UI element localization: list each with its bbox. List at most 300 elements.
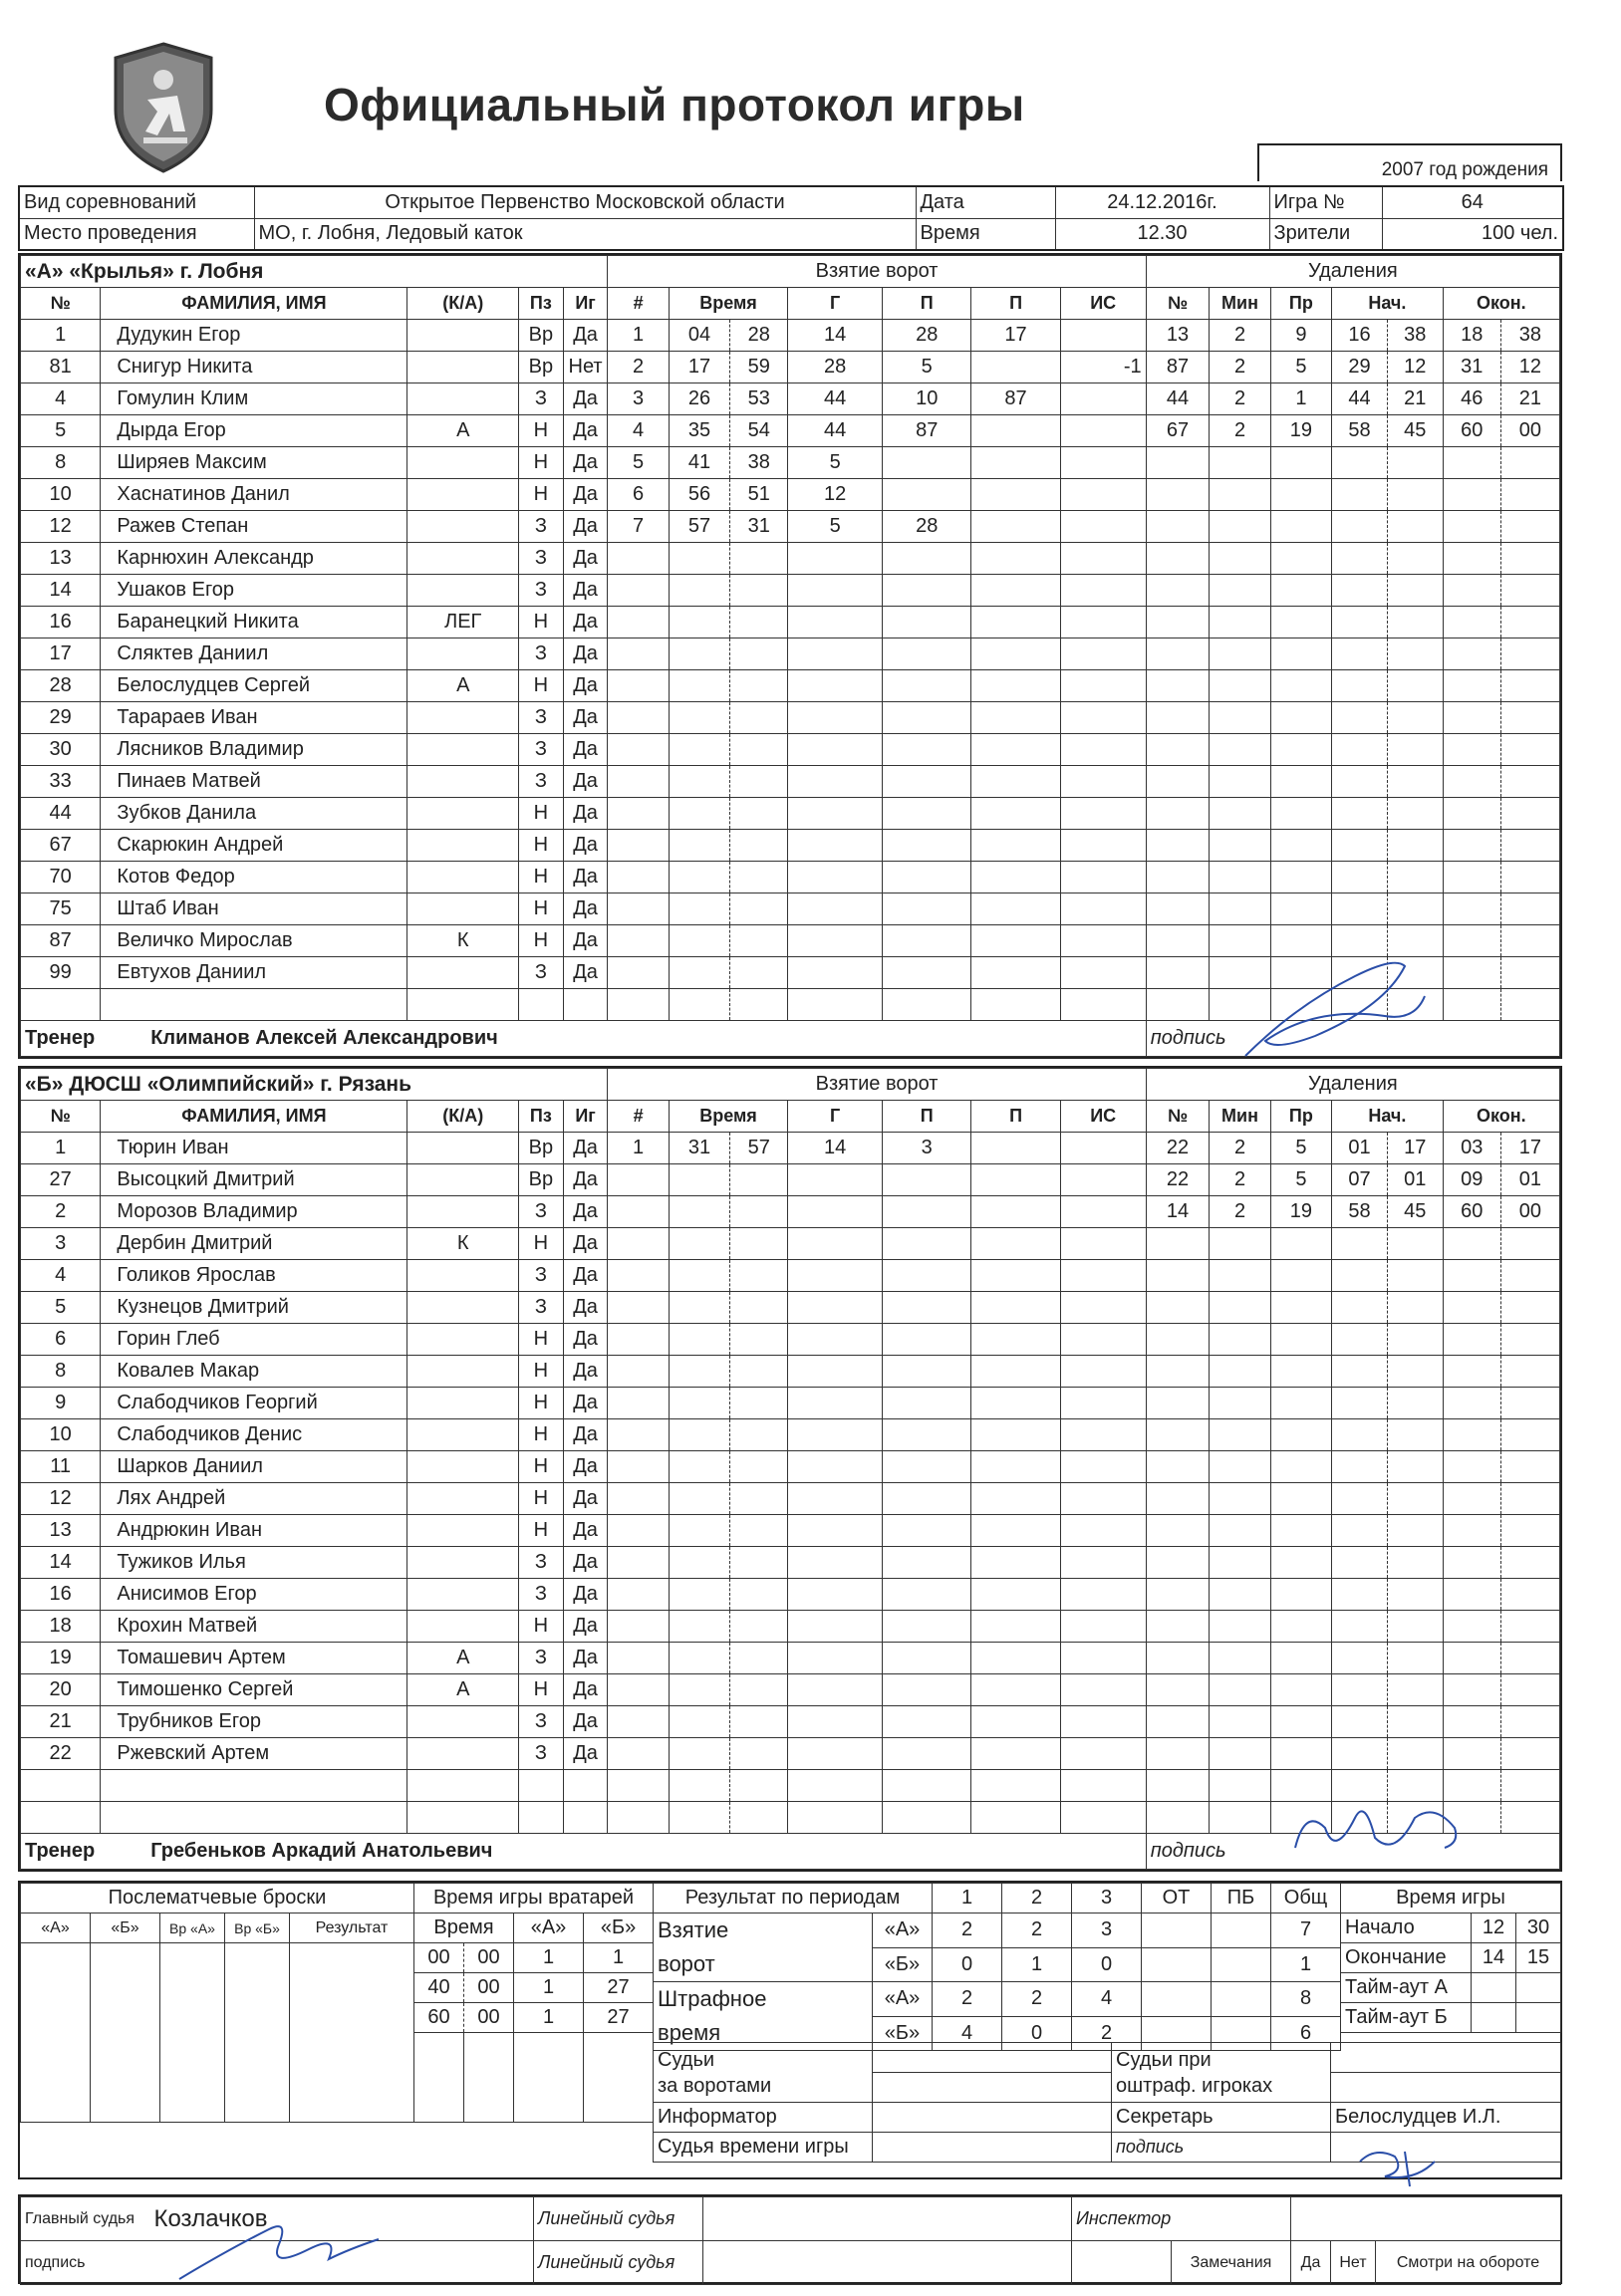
player-played: Да	[563, 830, 608, 862]
player-row	[21, 383, 1560, 415]
player-role	[407, 575, 519, 607]
player-row	[21, 1515, 1560, 1547]
player-row	[21, 734, 1560, 766]
pen-start-min: 44	[1332, 383, 1388, 415]
player-position: З	[519, 957, 564, 989]
player-played: Да	[563, 734, 608, 766]
pen-end-min: 60	[1443, 415, 1500, 447]
goals-team-a: «А»	[873, 1913, 933, 1948]
player-number: 10	[21, 479, 101, 511]
birth-year: 2007 год рождения	[1257, 143, 1562, 181]
goal-situation	[1060, 383, 1146, 415]
player-row	[21, 1196, 1560, 1228]
gk-b-header: «Б»	[584, 1913, 654, 1943]
so-a: «А»	[21, 1913, 91, 1943]
player-number: 30	[21, 734, 101, 766]
pen-a-pb	[1212, 1982, 1271, 2017]
player-row	[21, 1133, 1560, 1164]
game-label: Игра №	[1269, 186, 1382, 218]
player-played: Да	[563, 1547, 608, 1579]
period-1: 1	[933, 1884, 1002, 1913]
player-played: Да	[563, 893, 608, 925]
col-pr: Пр	[1270, 288, 1331, 320]
player-played: Нет	[563, 352, 608, 383]
player-role	[407, 447, 519, 479]
goals-b-total: 1	[1271, 1947, 1341, 1982]
player-played: Да	[563, 447, 608, 479]
player-number	[21, 1770, 101, 1802]
player-played: Да	[563, 1706, 608, 1738]
player-number: 44	[21, 798, 101, 830]
pen-player: 67	[1146, 415, 1210, 447]
player-name: Баранецкий Никита	[101, 607, 407, 638]
periods-title: Результат по периодам	[654, 1884, 933, 1913]
player-number: 14	[21, 1547, 101, 1579]
player-position: З	[519, 1292, 564, 1324]
col-is: ИС	[1060, 1101, 1146, 1133]
player-position: Н	[519, 1611, 564, 1643]
player-row	[21, 1643, 1560, 1674]
player-position: Вр	[519, 352, 564, 383]
pen-reason: 5	[1270, 352, 1331, 383]
goal-number: 5	[608, 447, 669, 479]
goals-a-2: 2	[1002, 1913, 1072, 1948]
col-no: №	[21, 1101, 101, 1133]
col-p1: П	[883, 288, 971, 320]
player-position: Н	[519, 1451, 564, 1483]
gk-a-value: 1	[514, 2003, 584, 2033]
player-name: Шарков Даниил	[101, 1451, 407, 1483]
pen-reason: 1	[1270, 383, 1331, 415]
player-played: Да	[563, 575, 608, 607]
player-number: 70	[21, 862, 101, 893]
player-played: Да	[563, 511, 608, 543]
coach-a-signature	[1235, 946, 1435, 1066]
player-played: Да	[563, 1388, 608, 1419]
player-role	[407, 1292, 519, 1324]
player-row	[21, 1547, 1560, 1579]
player-position: Вр	[519, 320, 564, 352]
player-number: 4	[21, 383, 101, 415]
player-name: Слабодчиков Денис	[101, 1419, 407, 1451]
player-role	[407, 1706, 519, 1738]
goals-b-ot	[1142, 1947, 1212, 1982]
player-name: Кузнецов Дмитрий	[101, 1292, 407, 1324]
player-name: Карнюхин Александр	[101, 543, 407, 575]
player-name: Штаб Иван	[101, 893, 407, 925]
player-row	[21, 1674, 1560, 1706]
goal-scorer: 44	[788, 415, 883, 447]
comp-value: Открытое Первенство Московской области	[254, 186, 916, 218]
pen-minutes: 2	[1210, 1133, 1270, 1164]
col-pz: Пз	[519, 1101, 564, 1133]
pen-start-sec: 45	[1387, 1196, 1443, 1228]
goals-b-3: 0	[1072, 1947, 1142, 1982]
pen-a-total: 8	[1271, 1982, 1341, 2017]
player-role	[407, 862, 519, 893]
player-position	[519, 989, 564, 1021]
goal-assist-1	[883, 479, 971, 511]
page-title: Официальный протокол игры	[324, 79, 1025, 130]
pen-start-sec: 12	[1387, 352, 1443, 383]
goal-situation	[1060, 511, 1146, 543]
goal-second: 38	[730, 447, 788, 479]
start-label: Начало	[1341, 1913, 1472, 1943]
player-number: 87	[21, 925, 101, 957]
player-name: Дырда Егор	[101, 415, 407, 447]
periods-table	[653, 1883, 1341, 2051]
player-played: Да	[563, 1674, 608, 1706]
date-label: Дата	[916, 186, 1055, 218]
player-played: Да	[563, 766, 608, 798]
player-role	[407, 1770, 519, 1802]
player-position: Н	[519, 1419, 564, 1451]
player-row	[21, 1483, 1560, 1515]
pen-minutes: 2	[1210, 352, 1270, 383]
goal-assist-1: 28	[883, 511, 971, 543]
player-position	[519, 1770, 564, 1802]
player-position: З	[519, 734, 564, 766]
pen-start-min: 58	[1332, 415, 1388, 447]
pen-end-sec: 01	[1500, 1164, 1559, 1196]
goals-a-1: 2	[933, 1913, 1002, 1948]
pen-end-sec: 38	[1500, 320, 1559, 352]
remarks-yes[interactable]: Да	[1291, 2241, 1331, 2285]
player-name: Котов Федор	[101, 862, 407, 893]
end-label: Окончание	[1341, 1943, 1472, 1973]
player-row	[21, 766, 1560, 798]
pen-minutes: 2	[1210, 320, 1270, 352]
remarks-no[interactable]: Нет	[1331, 2241, 1376, 2285]
col-pen-no: №	[1146, 288, 1210, 320]
player-role	[407, 702, 519, 734]
col-time: Время	[669, 288, 787, 320]
player-played	[563, 989, 608, 1021]
player-position: Н	[519, 1483, 564, 1515]
player-played: Да	[563, 1324, 608, 1356]
team-a-coach-sign: подпись	[1146, 1021, 1559, 1057]
player-played: Да	[563, 415, 608, 447]
player-row	[21, 1611, 1560, 1643]
pen-minutes: 2	[1210, 1196, 1270, 1228]
pen-start-min: 29	[1332, 352, 1388, 383]
player-row	[21, 1419, 1560, 1451]
gk-b-value: 27	[584, 1973, 654, 2003]
col-g: Г	[788, 288, 883, 320]
goal-assist-2	[971, 1133, 1060, 1164]
player-played: Да	[563, 1260, 608, 1292]
player-role: А	[407, 415, 519, 447]
goal-minute: 04	[669, 320, 729, 352]
goal-number: 4	[608, 415, 669, 447]
player-role	[407, 893, 519, 925]
so-b: «Б»	[91, 1913, 160, 1943]
team-b-coach-sign: подпись	[1146, 1834, 1559, 1870]
player-name: Лях Андрей	[101, 1483, 407, 1515]
pen-end-min: 46	[1443, 383, 1500, 415]
player-number: 27	[21, 1164, 101, 1196]
player-role	[407, 989, 519, 1021]
player-position: Н	[519, 1356, 564, 1388]
player-position: З	[519, 1547, 564, 1579]
player-name: Лясников Владимир	[101, 734, 407, 766]
player-row	[21, 1706, 1560, 1738]
player-role: А	[407, 1674, 519, 1706]
goal-number: 7	[608, 511, 669, 543]
col-p2: П	[971, 288, 1060, 320]
player-role	[407, 1260, 519, 1292]
player-position: Н	[519, 447, 564, 479]
player-row	[21, 670, 1560, 702]
goalie-time-table	[413, 1883, 654, 2123]
pen-minutes: 2	[1210, 383, 1270, 415]
player-number: 5	[21, 415, 101, 447]
player-number: 8	[21, 1356, 101, 1388]
col-p1: П	[883, 1101, 971, 1133]
player-number: 18	[21, 1611, 101, 1643]
gk-second: 00	[464, 1943, 514, 1973]
player-name: Ковалев Макар	[101, 1356, 407, 1388]
player-role	[407, 1611, 519, 1643]
player-name: Скарюкин Андрей	[101, 830, 407, 862]
player-played: Да	[563, 1164, 608, 1196]
player-name: Пинаев Матвей	[101, 766, 407, 798]
goal-scorer: 28	[788, 352, 883, 383]
start-hour: 12	[1472, 1913, 1516, 1943]
informer-label: Информатор	[654, 2103, 873, 2133]
player-row	[21, 1451, 1560, 1483]
player-played: Да	[563, 798, 608, 830]
player-name: Ушаков Егор	[101, 575, 407, 607]
player-role	[407, 320, 519, 352]
goal-minute: 57	[669, 511, 729, 543]
player-role	[407, 1388, 519, 1419]
goal-situation	[1060, 1133, 1146, 1164]
col-pen-no: №	[1146, 1101, 1210, 1133]
goal-assist-2	[971, 447, 1060, 479]
player-role	[407, 1324, 519, 1356]
col-start: Нач.	[1332, 1101, 1444, 1133]
player-position: З	[519, 1260, 564, 1292]
player-number: 2	[21, 1196, 101, 1228]
player-number: 21	[21, 1706, 101, 1738]
period-pb: ПБ	[1212, 1884, 1271, 1913]
pen-player: 13	[1146, 320, 1210, 352]
pen-player: 22	[1146, 1133, 1210, 1164]
pen-start-sec: 17	[1387, 1133, 1443, 1164]
player-name: Слабодчиков Георгий	[101, 1388, 407, 1419]
player-row	[21, 607, 1560, 638]
gk-a-value: 1	[514, 1943, 584, 1973]
player-played: Да	[563, 320, 608, 352]
remarks-label: Замечания	[1172, 2241, 1291, 2285]
gk-time-header: Время	[414, 1913, 514, 1943]
player-role	[407, 1515, 519, 1547]
player-number: 12	[21, 1483, 101, 1515]
player-role	[407, 638, 519, 670]
player-played: Да	[563, 925, 608, 957]
player-name	[101, 989, 407, 1021]
player-played: Да	[563, 607, 608, 638]
spect-label: Зрители	[1269, 218, 1382, 250]
player-name: Дудукин Егор	[101, 320, 407, 352]
player-position: Н	[519, 1515, 564, 1547]
player-name: Зубков Данила	[101, 798, 407, 830]
time-value: 12.30	[1055, 218, 1269, 250]
player-name: Ржевский Артем	[101, 1738, 407, 1770]
player-position: Н	[519, 925, 564, 957]
col-time: Время	[669, 1101, 787, 1133]
team-b-title: «Б» ДЮСШ «Олимпийский» г. Рязань	[21, 1069, 608, 1101]
player-row	[21, 1356, 1560, 1388]
player-number: 17	[21, 638, 101, 670]
player-played: Да	[563, 670, 608, 702]
player-position: З	[519, 383, 564, 415]
player-row	[21, 1260, 1560, 1292]
goal-assist-1: 3	[883, 1133, 971, 1164]
pen-start-sec: 21	[1387, 383, 1443, 415]
player-role	[407, 798, 519, 830]
player-role	[407, 1738, 519, 1770]
secretary-value: Белослудцев И.Л.	[1331, 2103, 1561, 2133]
spect-value: 100 чел.	[1382, 218, 1563, 250]
player-played	[563, 1770, 608, 1802]
goal-second: 57	[730, 1133, 788, 1164]
pen-a-2: 2	[1002, 1982, 1072, 2017]
goal-judges-label: Судьи за воротами	[654, 2043, 873, 2103]
player-position: Н	[519, 862, 564, 893]
player-row	[21, 543, 1560, 575]
player-number: 75	[21, 893, 101, 925]
so-vrb: Вр «Б»	[225, 1913, 290, 1943]
player-name: Крохин Матвей	[101, 1611, 407, 1643]
end-minute: 15	[1516, 1943, 1561, 1973]
player-number: 67	[21, 830, 101, 862]
player-played: Да	[563, 1611, 608, 1643]
pen-b-1: 4	[933, 2016, 1002, 2051]
goal-number: 1	[608, 320, 669, 352]
player-position: Н	[519, 830, 564, 862]
goal-number: 6	[608, 479, 669, 511]
team-b-goals-title: Взятие ворот	[608, 1069, 1146, 1101]
goal-minute: 35	[669, 415, 729, 447]
player-role	[407, 1802, 519, 1834]
start-minute: 30	[1516, 1913, 1561, 1943]
head-ref-label: Главный судья	[21, 2197, 150, 2241]
player-number: 10	[21, 1419, 101, 1451]
pen-minutes: 2	[1210, 415, 1270, 447]
player-position: З	[519, 511, 564, 543]
player-played: Да	[563, 1419, 608, 1451]
gk-minute: 40	[414, 1973, 464, 2003]
pen-end-sec: 17	[1500, 1133, 1559, 1164]
team-b-penalties-title: Удаления	[1146, 1069, 1559, 1101]
player-name: Морозов Владимир	[101, 1196, 407, 1228]
goal-scorer: 44	[788, 383, 883, 415]
summary-section	[18, 1881, 1562, 2179]
col-name: ФАМИЛИЯ, ИМЯ	[101, 288, 407, 320]
col-hash: #	[608, 1101, 669, 1133]
player-number: 99	[21, 957, 101, 989]
head-ref-sign-label: подпись	[21, 2241, 150, 2285]
so-vra: Вр «А»	[160, 1913, 225, 1943]
goal-assist-1: 10	[883, 383, 971, 415]
col-ka: (К/А)	[407, 288, 519, 320]
player-row	[21, 1228, 1560, 1260]
player-played: Да	[563, 702, 608, 734]
team-b-coach	[21, 1834, 1147, 1870]
pen-reason: 19	[1270, 1196, 1331, 1228]
player-name: Гомулин Клим	[101, 383, 407, 415]
player-number: 28	[21, 670, 101, 702]
pen-a-3: 4	[1072, 1982, 1142, 2017]
pen-reason: 9	[1270, 320, 1331, 352]
goal-minute: 56	[669, 479, 729, 511]
player-name: Анисимов Егор	[101, 1579, 407, 1611]
player-position: З	[519, 702, 564, 734]
pen-end-min: 18	[1443, 320, 1500, 352]
player-row	[21, 447, 1560, 479]
player-name: Тужиков Илья	[101, 1547, 407, 1579]
goal-second: 28	[730, 320, 788, 352]
goal-assist-2	[971, 352, 1060, 383]
player-row	[21, 1324, 1560, 1356]
federation-logo	[108, 40, 219, 175]
game-time-table	[1340, 1883, 1561, 2033]
pen-start-min: 16	[1332, 320, 1388, 352]
player-name: Ширяев Максим	[101, 447, 407, 479]
team-a-coach	[21, 1021, 1147, 1057]
end-hour: 14	[1472, 1943, 1516, 1973]
coach-label: Тренер	[25, 1027, 96, 1049]
player-position: Вр	[519, 1164, 564, 1196]
player-number: 12	[21, 511, 101, 543]
player-role	[407, 766, 519, 798]
pen-end-min: 60	[1443, 1196, 1500, 1228]
gk-a-header: «А»	[514, 1913, 584, 1943]
player-role	[407, 479, 519, 511]
player-position: З	[519, 543, 564, 575]
player-number: 19	[21, 1643, 101, 1674]
player-number: 14	[21, 575, 101, 607]
col-hash: #	[608, 288, 669, 320]
col-start: Нач.	[1332, 288, 1444, 320]
player-played: Да	[563, 1228, 608, 1260]
pen-player: 87	[1146, 352, 1210, 383]
player-position: З	[519, 1738, 564, 1770]
player-played: Да	[563, 1643, 608, 1674]
goal-scorer: 5	[788, 511, 883, 543]
period-ot: ОТ	[1142, 1884, 1212, 1913]
player-position: Н	[519, 670, 564, 702]
period-total: Общ	[1271, 1884, 1341, 1913]
goal-situation: -1	[1060, 352, 1146, 383]
timekeeper-label: Судья времени игры	[654, 2133, 873, 2163]
goal-minute: 17	[669, 352, 729, 383]
goal-minute: 31	[669, 1133, 729, 1164]
player-name: Дербин Дмитрий	[101, 1228, 407, 1260]
goal-scorer: 14	[788, 1133, 883, 1164]
player-role	[407, 734, 519, 766]
goal-situation	[1060, 320, 1146, 352]
player-name: Тарараев Иван	[101, 702, 407, 734]
col-ig: Иг	[563, 288, 608, 320]
player-played: Да	[563, 1579, 608, 1611]
pen-start-sec: 01	[1387, 1164, 1443, 1196]
player-name: Томашевич Артем	[101, 1643, 407, 1674]
player-role	[407, 1164, 519, 1196]
team-a-penalties-title: Удаления	[1146, 256, 1559, 288]
